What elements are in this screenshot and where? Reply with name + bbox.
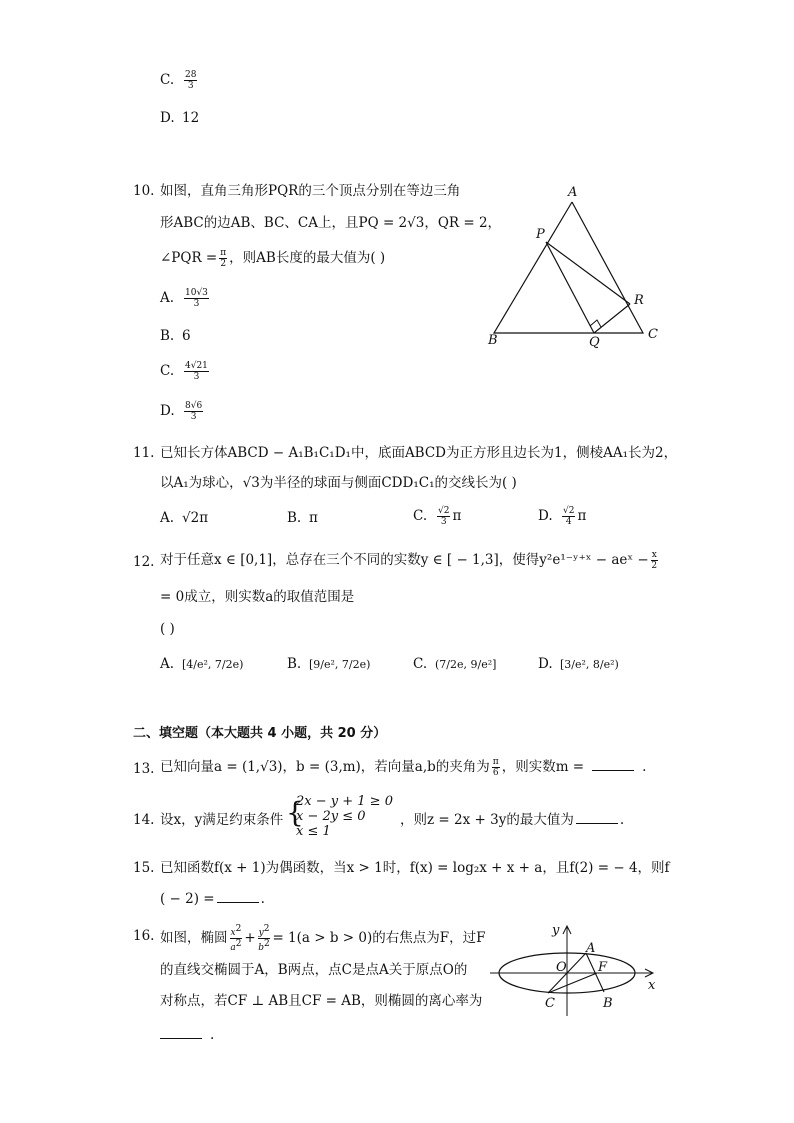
triangle-abc: [494, 202, 643, 333]
q9-option-c: [160, 70, 199, 91]
fraction: $\frac{√2}{4}$: [563, 506, 575, 527]
label-f: F: [598, 960, 608, 975]
q12-option-a: A. [4/e², 7/2e): [160, 656, 244, 672]
brace-symbol: {: [286, 796, 304, 829]
q12-line3: ( ): [160, 621, 175, 637]
q11-option-d: D. $\frac{√2}{4}$ π: [538, 506, 587, 527]
q14-number: 14.: [133, 812, 155, 828]
q16-number: 16.: [133, 928, 155, 944]
fraction: $\frac{28}{3}$: [185, 70, 197, 91]
q13-number: 13.: [133, 761, 155, 777]
fraction: $\frac{y^2}{b^2}$: [258, 924, 270, 953]
label-o: O: [556, 960, 567, 975]
q16-line3: 对称点，若CF ⊥ AB且CF = AB，则椭圆的离心率为: [160, 993, 483, 1009]
constraint-1: 2x − y + 1 ≥ 0: [296, 794, 393, 809]
constraint-3: x ≤ 1: [296, 824, 331, 839]
section-title: 二、填空题（本大题共 4 小题，共 20 分）: [133, 726, 387, 741]
answer-blank[interactable]: [217, 902, 259, 903]
q9-option-d: [160, 108, 199, 128]
q13-line: 已知向量a = (1,√3)，b = (3,m)，若向量a,b的夹角为 $\frac{\pi}{6}$ ，则实数m = .: [160, 757, 647, 778]
label-a: A: [568, 185, 578, 200]
q10-line1: 如图，直角三角形PQR的三个顶点分别在等边三角: [160, 183, 461, 199]
label-q: Q: [589, 335, 600, 350]
q11-option-a: A. √2π: [160, 510, 209, 526]
right-angle-mark: [590, 320, 601, 327]
q11-option-b: B. π: [287, 510, 318, 526]
q10-triangle-figure: [480, 180, 670, 350]
q16-line2: 的直线交椭圆于A，B两点，点C是点A关于原点O的: [160, 962, 468, 978]
q10-line2: 形ABC的边AB、BC、CA上，且PQ = 2√3，QR = 2，: [160, 215, 502, 231]
q11-option-c: C. $\frac{√2}{3}$ π: [413, 506, 462, 527]
fraction: $\frac{x}{2}$: [651, 550, 658, 571]
constraint-system: [296, 794, 393, 839]
q10-option-a: A. $\frac{10√3}{3}$: [160, 288, 208, 309]
q10-option-c: C. $\frac{4√21}{3}$: [160, 361, 208, 382]
segment-qr: [594, 304, 630, 333]
q15-number: 15.: [133, 860, 155, 876]
q11-line1: 已知长方体ABCD − A₁B₁C₁D₁中，底面ABCD为正方形且边长为1，侧棱AA₁长为2，: [160, 445, 678, 461]
q15-line2: ( − 2) = .: [160, 891, 265, 907]
q12-line1: 对于任意x ∈ [0,1]，总存在三个不同的实数y ∈ [ − 1,3]，使得y²e¹⁻ʸ⁺ˣ − aeˣ − $\frac{x}{2}$: [160, 550, 658, 571]
option-text: 12: [182, 110, 200, 126]
fraction: $\frac{10√3}{3}$: [185, 288, 208, 309]
q10-option-b: B. 6: [160, 328, 191, 344]
label-p: P: [536, 227, 545, 242]
label-a: A: [586, 941, 596, 956]
fraction: $\frac{x^2}{a^2}$: [230, 924, 242, 953]
fraction: $\frac{4√21}{3}$: [185, 361, 208, 382]
q16-line1: 如图，椭圆 $\frac{x^2}{a^2}$ + $\frac{y^2}{b^2}$ = 1(a > b > 0)的右焦点为F，过F: [160, 924, 486, 953]
fraction: $\frac{\pi}{2}$: [220, 248, 227, 269]
segment-pq: [546, 242, 594, 333]
q10-line3: ∠PQR = $\frac{\pi}{2}$ ，则AB长度的最大值为( ): [160, 248, 386, 269]
q15-line1: 已知函数f(x + 1)为偶函数，当x > 1时，f(x) = log₂x + x + a，且f(2) = − 4，则f: [160, 860, 670, 876]
q14-text-b: ，则z = 2x + 3y的最大值为 .: [400, 812, 625, 828]
label-y: y: [552, 923, 560, 938]
q12-option-c: C. (7/2e, 9/e²]: [413, 656, 497, 672]
label-r: R: [634, 293, 644, 308]
answer-blank[interactable]: [592, 770, 634, 771]
q12-option-b: B. [9/e², 7/2e): [287, 656, 371, 672]
q11-number: 11.: [133, 445, 155, 461]
constraint-2: x − 2y ≤ 0: [296, 809, 366, 824]
option-label: D.: [160, 110, 175, 126]
q10-number: 10.: [133, 183, 155, 199]
label-x: x: [648, 978, 656, 993]
q11-line2: 以A₁为球心，√3为半径的球面与侧面CDD₁C₁的交线长为( ): [160, 475, 517, 491]
q12-line2: = 0成立，则实数a的取值范围是: [160, 589, 355, 605]
q12-option-d: D. [3/e², 8/e²): [538, 656, 619, 672]
fraction: $\frac{8√6}{3}$: [185, 401, 203, 422]
fraction: $\frac{√2}{3}$: [438, 506, 450, 527]
q10-option-d: D. $\frac{8√6}{3}$: [160, 401, 203, 422]
option-label: C.: [160, 72, 175, 88]
q14-text-a: 设x，y满足约束条件: [160, 812, 284, 828]
segment-pr: [546, 242, 630, 304]
q16-blank-line: .: [160, 1025, 214, 1045]
answer-blank[interactable]: [576, 823, 618, 824]
label-b: B: [603, 996, 613, 1011]
label-c: C: [648, 327, 658, 342]
label-b: B: [488, 333, 498, 348]
label-c: C: [545, 996, 555, 1011]
q16-ellipse-figure: [490, 918, 665, 1023]
segment-cf: [548, 973, 597, 993]
q12-number: 12.: [133, 554, 155, 570]
fraction: $\frac{\pi}{6}$: [492, 757, 499, 778]
answer-blank[interactable]: [160, 1038, 202, 1039]
